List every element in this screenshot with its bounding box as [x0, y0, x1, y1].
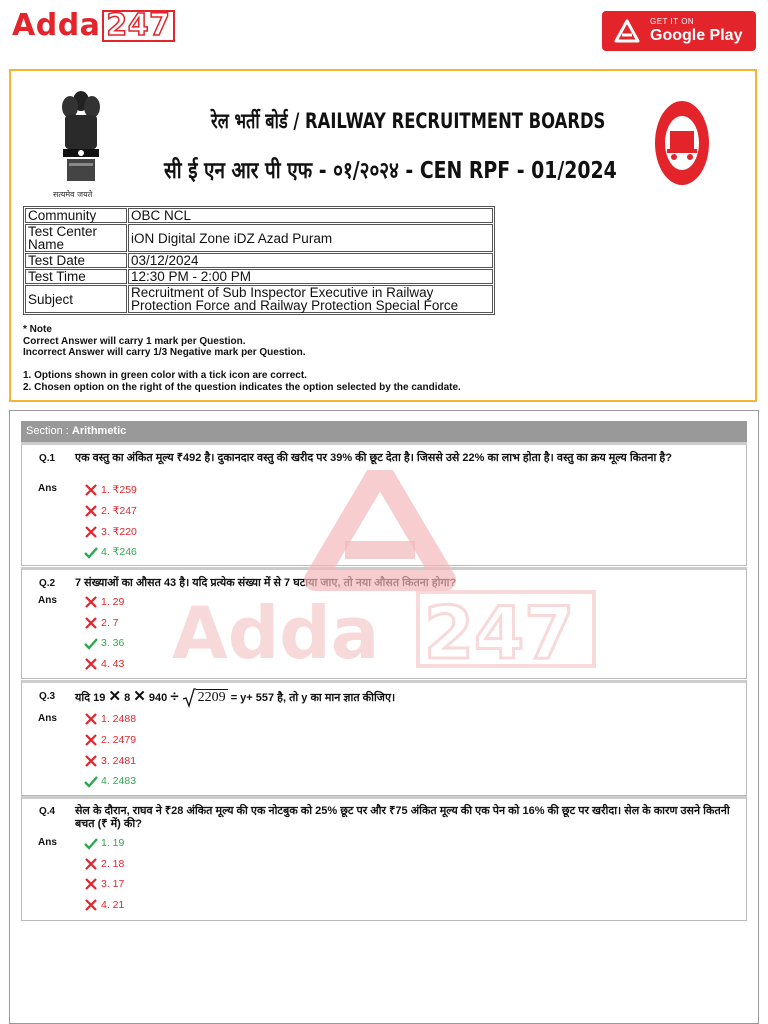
question-number: Q.2	[39, 578, 56, 589]
question-number: Q.1	[39, 453, 56, 464]
get-it-on-label: GET IT ON	[650, 17, 695, 26]
google-play-button[interactable]	[602, 11, 756, 51]
note-line: Incorrect Answer will carry 1/3 Negative mark per Question.	[23, 347, 306, 358]
option-correct: 1. 19	[84, 836, 124, 850]
note-line: Correct Answer will carry 1 mark per Question.	[23, 335, 246, 347]
question-card	[21, 567, 747, 679]
radicand: 2209	[197, 690, 226, 705]
top-bar	[0, 0, 768, 62]
play-store-icon	[614, 19, 640, 43]
indian-railways-logo-icon	[653, 99, 711, 187]
cross-icon	[84, 595, 98, 609]
svg-text:Adda: Adda	[172, 591, 380, 670]
question-card	[21, 680, 747, 796]
question-number: Q.3	[39, 691, 56, 702]
option: 3. ₹220	[84, 525, 137, 539]
cross-icon	[84, 898, 98, 912]
info-key: Test Center Name	[25, 224, 127, 252]
google-play-label: Google Play	[650, 27, 743, 44]
table-row	[25, 269, 493, 284]
tick-icon	[84, 774, 98, 788]
info-key: Test Date	[25, 253, 127, 268]
cross-icon	[84, 733, 98, 747]
multiply-symbol: ✕	[108, 688, 122, 705]
exam-header	[9, 69, 757, 402]
cross-icon	[84, 483, 98, 497]
info-value: OBC NCL	[128, 208, 493, 223]
ans-label: Ans	[38, 595, 57, 606]
note-line: * Note	[23, 324, 52, 335]
info-key: Test Time	[25, 269, 127, 284]
national-emblem-icon	[59, 87, 103, 197]
option-correct: 3. 36	[84, 636, 124, 650]
ans-label: Ans	[38, 483, 57, 494]
cross-icon	[84, 616, 98, 630]
option: 3. 17	[84, 877, 124, 891]
table-row	[25, 208, 493, 223]
ans-label: Ans	[38, 837, 57, 848]
multiply-symbol: ✕	[133, 688, 146, 705]
tick-icon	[84, 545, 98, 559]
option: 1. ₹259	[84, 483, 137, 497]
question-text: सेल के दौरान, राघव ने ₹28 अंकित मूल्य की एक नोटबुक को 25% छूट पर और ₹75 अंकित मूल्य की एक पेन को 16% की छूट पर खरीदा। सेल के कारण उसने कितनी बचत (₹ में) की?	[75, 805, 730, 830]
option: 1. 2488	[84, 712, 136, 726]
option: 2. 18	[84, 857, 124, 871]
question-text: यदि 19 ✕ 8 ✕ 940 ÷ 2209 = y+ 557 है, तो y का मान ज्ञात कीजिए।	[75, 687, 745, 709]
note-line: 2. Chosen option on the right of the question indicates the option selected by the candidate.	[23, 381, 461, 393]
square-root-symbol	[182, 688, 196, 708]
cross-icon	[84, 525, 98, 539]
question-card	[21, 796, 747, 921]
table-row	[25, 253, 493, 268]
option-correct: 4. ₹246	[84, 545, 137, 559]
option: 3. 2481	[84, 754, 136, 768]
info-value: Recruitment of Sub Inspector Executive in Railway Protection Force and Railway Protection Special Force	[128, 285, 493, 313]
option: 1. 29	[84, 595, 124, 609]
option: 4. 21	[84, 898, 124, 912]
adda247-logo[interactable]: Adda 247	[12, 8, 175, 43]
emblem-caption: सत्यमेव जयते	[53, 190, 93, 199]
cross-icon	[84, 754, 98, 768]
tick-icon	[84, 636, 98, 650]
question-number: Q.4	[39, 806, 56, 817]
option: 2. 7	[84, 616, 119, 630]
option: 2. 2479	[84, 733, 136, 747]
option-correct: 4. 2483	[84, 774, 136, 788]
note-line	[23, 359, 461, 371]
question-card	[21, 442, 747, 566]
question-text: 7 संख्याओं का औसत 43 है। यदि प्रत्येक संख्या में से 7 घटाया जाए, तो नया औसत कितना होगा?	[75, 577, 457, 589]
exam-code-title: सी ई एन आर पी एफ - ०१/२०२४ - CEN RPF - 01/2024	[164, 158, 617, 184]
info-key: Subject	[25, 285, 127, 313]
cross-icon	[84, 504, 98, 518]
cross-icon	[84, 657, 98, 671]
ans-label: Ans	[38, 713, 57, 724]
cross-icon	[84, 877, 98, 891]
table-row	[25, 224, 493, 252]
tick-icon	[84, 836, 98, 850]
info-key: Community	[25, 208, 127, 223]
info-value: 12:30 PM - 2:00 PM	[128, 269, 493, 284]
notes-block	[23, 324, 461, 393]
candidate-info-table	[23, 206, 495, 315]
cross-icon	[84, 857, 98, 871]
divide-symbol: ÷	[170, 688, 179, 705]
option: 2. ₹247	[84, 504, 137, 518]
option: 4. 43	[84, 657, 124, 671]
info-value: 03/12/2024	[128, 253, 493, 268]
table-row	[25, 285, 493, 313]
board-title: रेल भर्ती बोर्ड / RAILWAY RECRUITMENT BOARDS	[211, 109, 606, 133]
note-line: 1. Options shown in green color with a tick icon are correct.	[23, 370, 307, 381]
svg-text:247: 247	[424, 591, 575, 670]
question-text: एक वस्तु का अंकित मूल्य ₹492 है। दुकानदार वस्तु की खरीद पर 39% की छूट देता है। जिससे उसे 22% का लाभ होता है। वस्तु का क्रय मूल्य कितना है?	[75, 452, 672, 464]
cross-icon	[84, 712, 98, 726]
section-header: Section : Arithmetic	[21, 421, 747, 442]
info-value: iON Digital Zone iDZ Azad Puram	[128, 224, 493, 252]
